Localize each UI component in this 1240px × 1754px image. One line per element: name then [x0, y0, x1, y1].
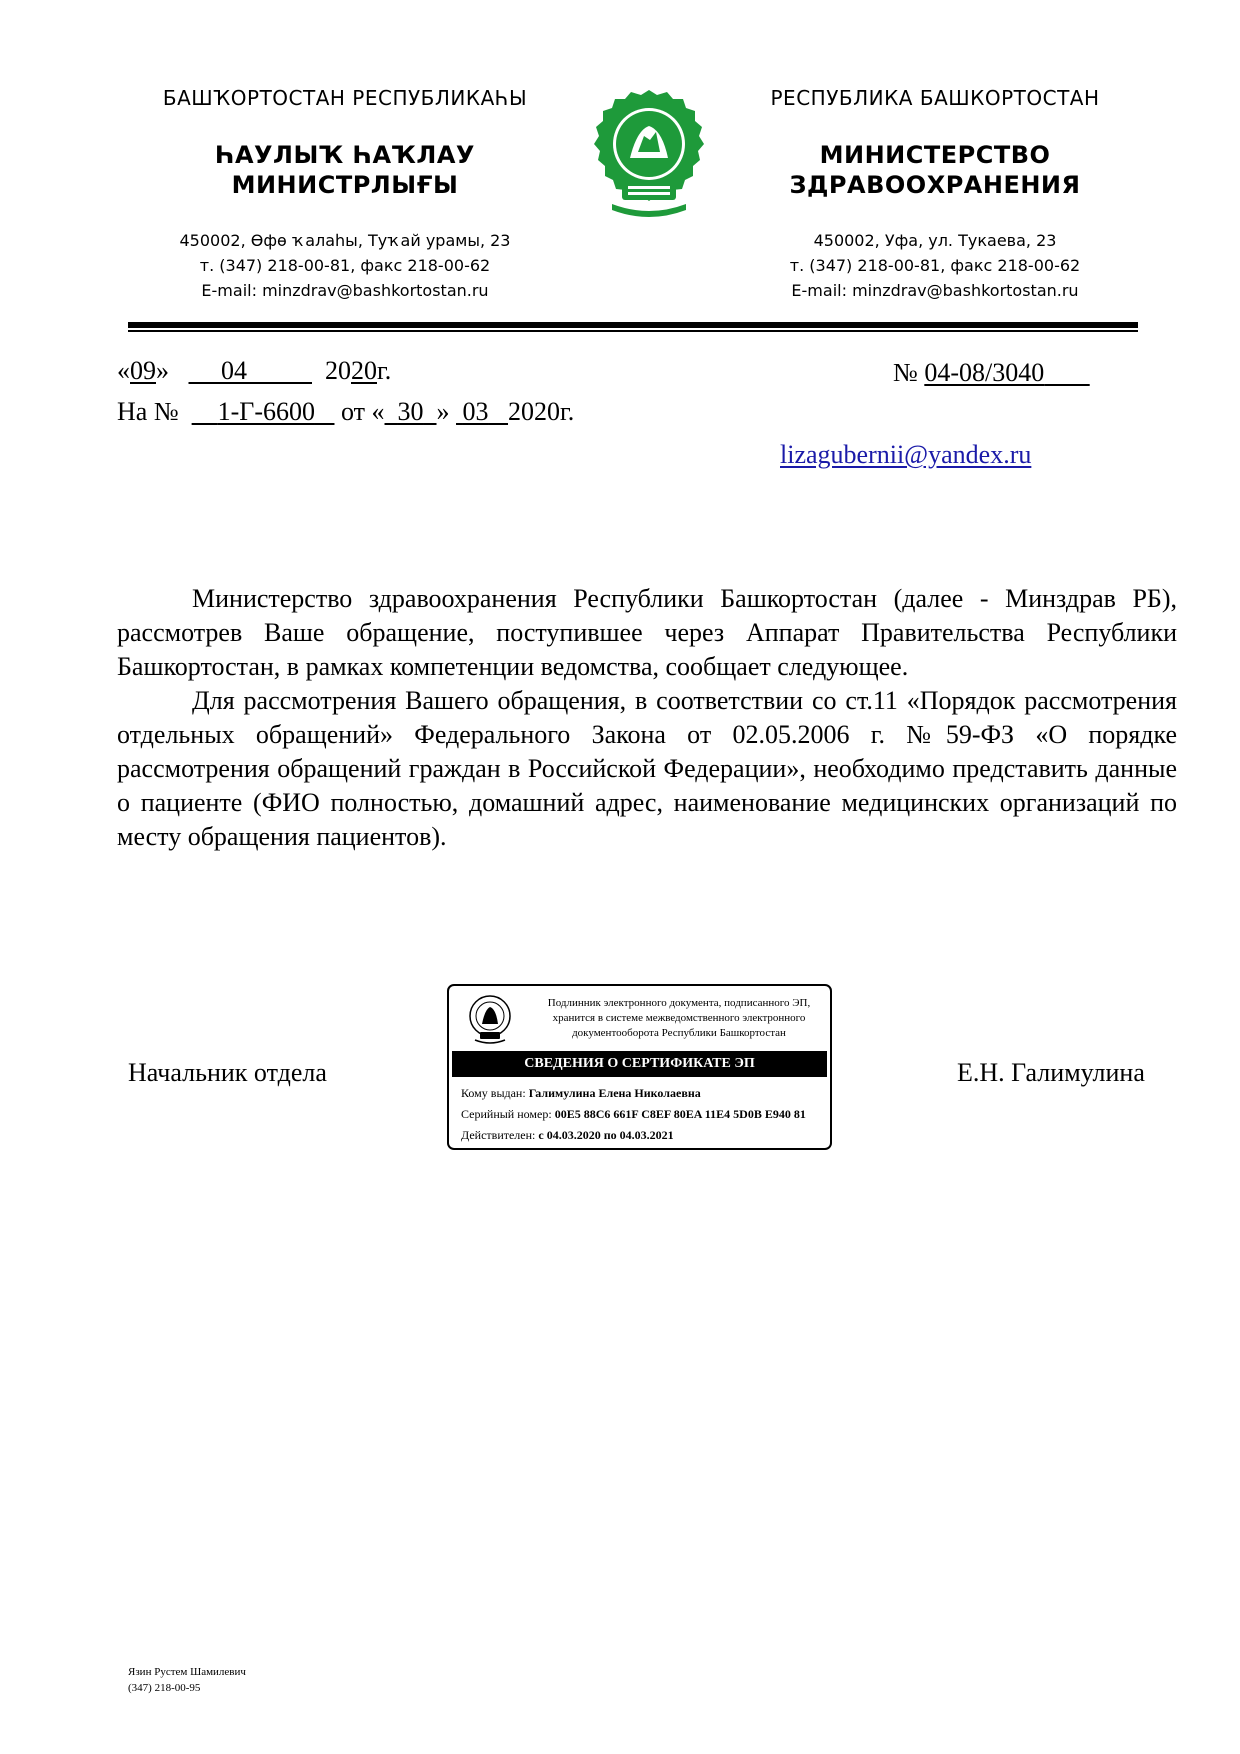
ref-month: 03 [462, 397, 489, 426]
serial-label: Серийный номер: [461, 1107, 552, 1121]
document-date: «09» 04 2020г. [117, 356, 392, 385]
stamp-caption-line-1: Подлинник электронного документа, подписанного ЭП, [547, 997, 811, 1009]
ref-from: от [340, 397, 366, 426]
letterhead-divider-thick [128, 322, 1138, 328]
address: 450002, Өфө ҡалаһы, Туҡай урамы, 23 [179, 231, 511, 250]
ministry-line-1: МИНИСТЕРСТВО [819, 141, 1051, 169]
stamp-caption-line-3: документооборота Республики Башкортостан [572, 1027, 786, 1039]
stamp-caption [533, 996, 825, 1041]
ref-label: На № [117, 397, 179, 426]
phone: т. (347) 218-00-81, факс 218-00-62 [199, 256, 491, 275]
ref-day: 30 [397, 397, 424, 426]
executor-phone: (347) 218-00-95 [128, 1682, 201, 1694]
executor-footer [128, 1664, 246, 1696]
serial-value: 00E5 88C6 661F C8EF 80EA 11E4 5D0B E940 81 [554, 1107, 806, 1121]
letterhead-divider-thin [128, 330, 1138, 332]
stamp-issued-to [461, 1086, 701, 1101]
ref-number: 1-Г-6600 [217, 397, 315, 426]
date-month-wrap [189, 356, 313, 385]
email: E-mail: minzdrav@bashkortostan.ru [791, 281, 1079, 300]
contact-block-bashkir [120, 228, 570, 303]
ministry-name-bashkir [120, 140, 570, 200]
ministry-line-1: ҺАУЛЫҠ ҺАҠЛАУ [215, 141, 475, 169]
date-suffix: г. [377, 356, 392, 385]
stamp-caption-line-2: хранится в системе межведомственного электронного [552, 1012, 806, 1024]
signatory-name: Е.Н. Галимулина [957, 1058, 1145, 1087]
letterhead-right [720, 86, 1150, 303]
date-day: 09 [130, 356, 156, 385]
executor-name: Язин Рустем Шамилевич [128, 1666, 246, 1678]
country-name-russian: РЕСПУБЛИКА БАШКОРТОСТАН [770, 86, 1100, 110]
recipient-email-link[interactable]: lizagubernii@yandex.ru [780, 440, 1032, 469]
date-month: 04 [221, 356, 247, 385]
number-value: 04-08/3040 [924, 358, 1045, 387]
issued-label: Кому выдан: [461, 1086, 526, 1100]
ministry-line-2: ЗДРАВООХРАНЕНИЯ [789, 171, 1081, 199]
ref-number-wrap [192, 397, 335, 426]
date-year-prefix: 20 [325, 356, 351, 385]
contact-block-russian [720, 228, 1150, 303]
letter-body [117, 582, 1177, 854]
country-name-bashkir: БАШҠОРТОСТАН РЕСПУБЛИКАҺЫ [162, 86, 528, 110]
ministry-line-2: МИНИСТРЛЫҒЫ [231, 171, 459, 199]
number-wrap [924, 358, 1089, 387]
letterhead-left [120, 86, 570, 303]
stamp-serial [461, 1107, 806, 1122]
date-year-suffix: 20 [351, 356, 377, 385]
address: 450002, Уфа, ул. Тукаева, 23 [813, 231, 1057, 250]
valid-label: Действителен: [461, 1128, 536, 1142]
ref-day-wrap [385, 397, 437, 426]
number-label: № [893, 358, 918, 387]
phone: т. (347) 218-00-81, факс 218-00-62 [789, 256, 1081, 275]
email: E-mail: minzdrav@bashkortostan.ru [201, 281, 489, 300]
body-paragraph-1: Министерство здравоохранения Республики Башкортостан (далее - Минздрав РБ), рассмотрев Ваше обращение, поступившее через Аппарат Правительства Республики Башкортостан, в рамках компетенции ведомства, сообщает следующее. [117, 584, 1177, 681]
electronic-signature-stamp [447, 984, 832, 1150]
body-paragraph-2: Для рассмотрения Вашего обращения, в соответствии со ст.11 «Порядок рассмотрения отдельных обращений» Федерального Закона от 02.05.2006 г. №59-ФЗ «О порядке рассмотрения обращений граждан в Российской Федерации», необходимо представить данные о пациенте (ФИО полностью, домашний адрес, наименование медицинских организаций по месту обращения пациентов). [117, 686, 1177, 851]
ministry-name-russian [720, 140, 1150, 200]
ref-year: 2020г. [508, 397, 575, 426]
stamp-header: СВЕДЕНИЯ О СЕРТИФИКАТЕ ЭП [452, 1051, 827, 1077]
document-number [893, 358, 1090, 388]
ref-month-wrap [456, 397, 508, 426]
reference-line: На № 1-Г-6600 от « 30 » 03 2020г. [117, 397, 575, 426]
signatory-title: Начальник отдела [128, 1058, 327, 1087]
issued-value: Галимулина Елена Николаевна [528, 1086, 701, 1100]
coat-of-arms-icon [582, 86, 716, 220]
stamp-validity [461, 1128, 674, 1143]
valid-value: с 04.03.2020 по 04.03.2021 [538, 1128, 674, 1142]
stamp-emblem-icon [465, 994, 515, 1044]
